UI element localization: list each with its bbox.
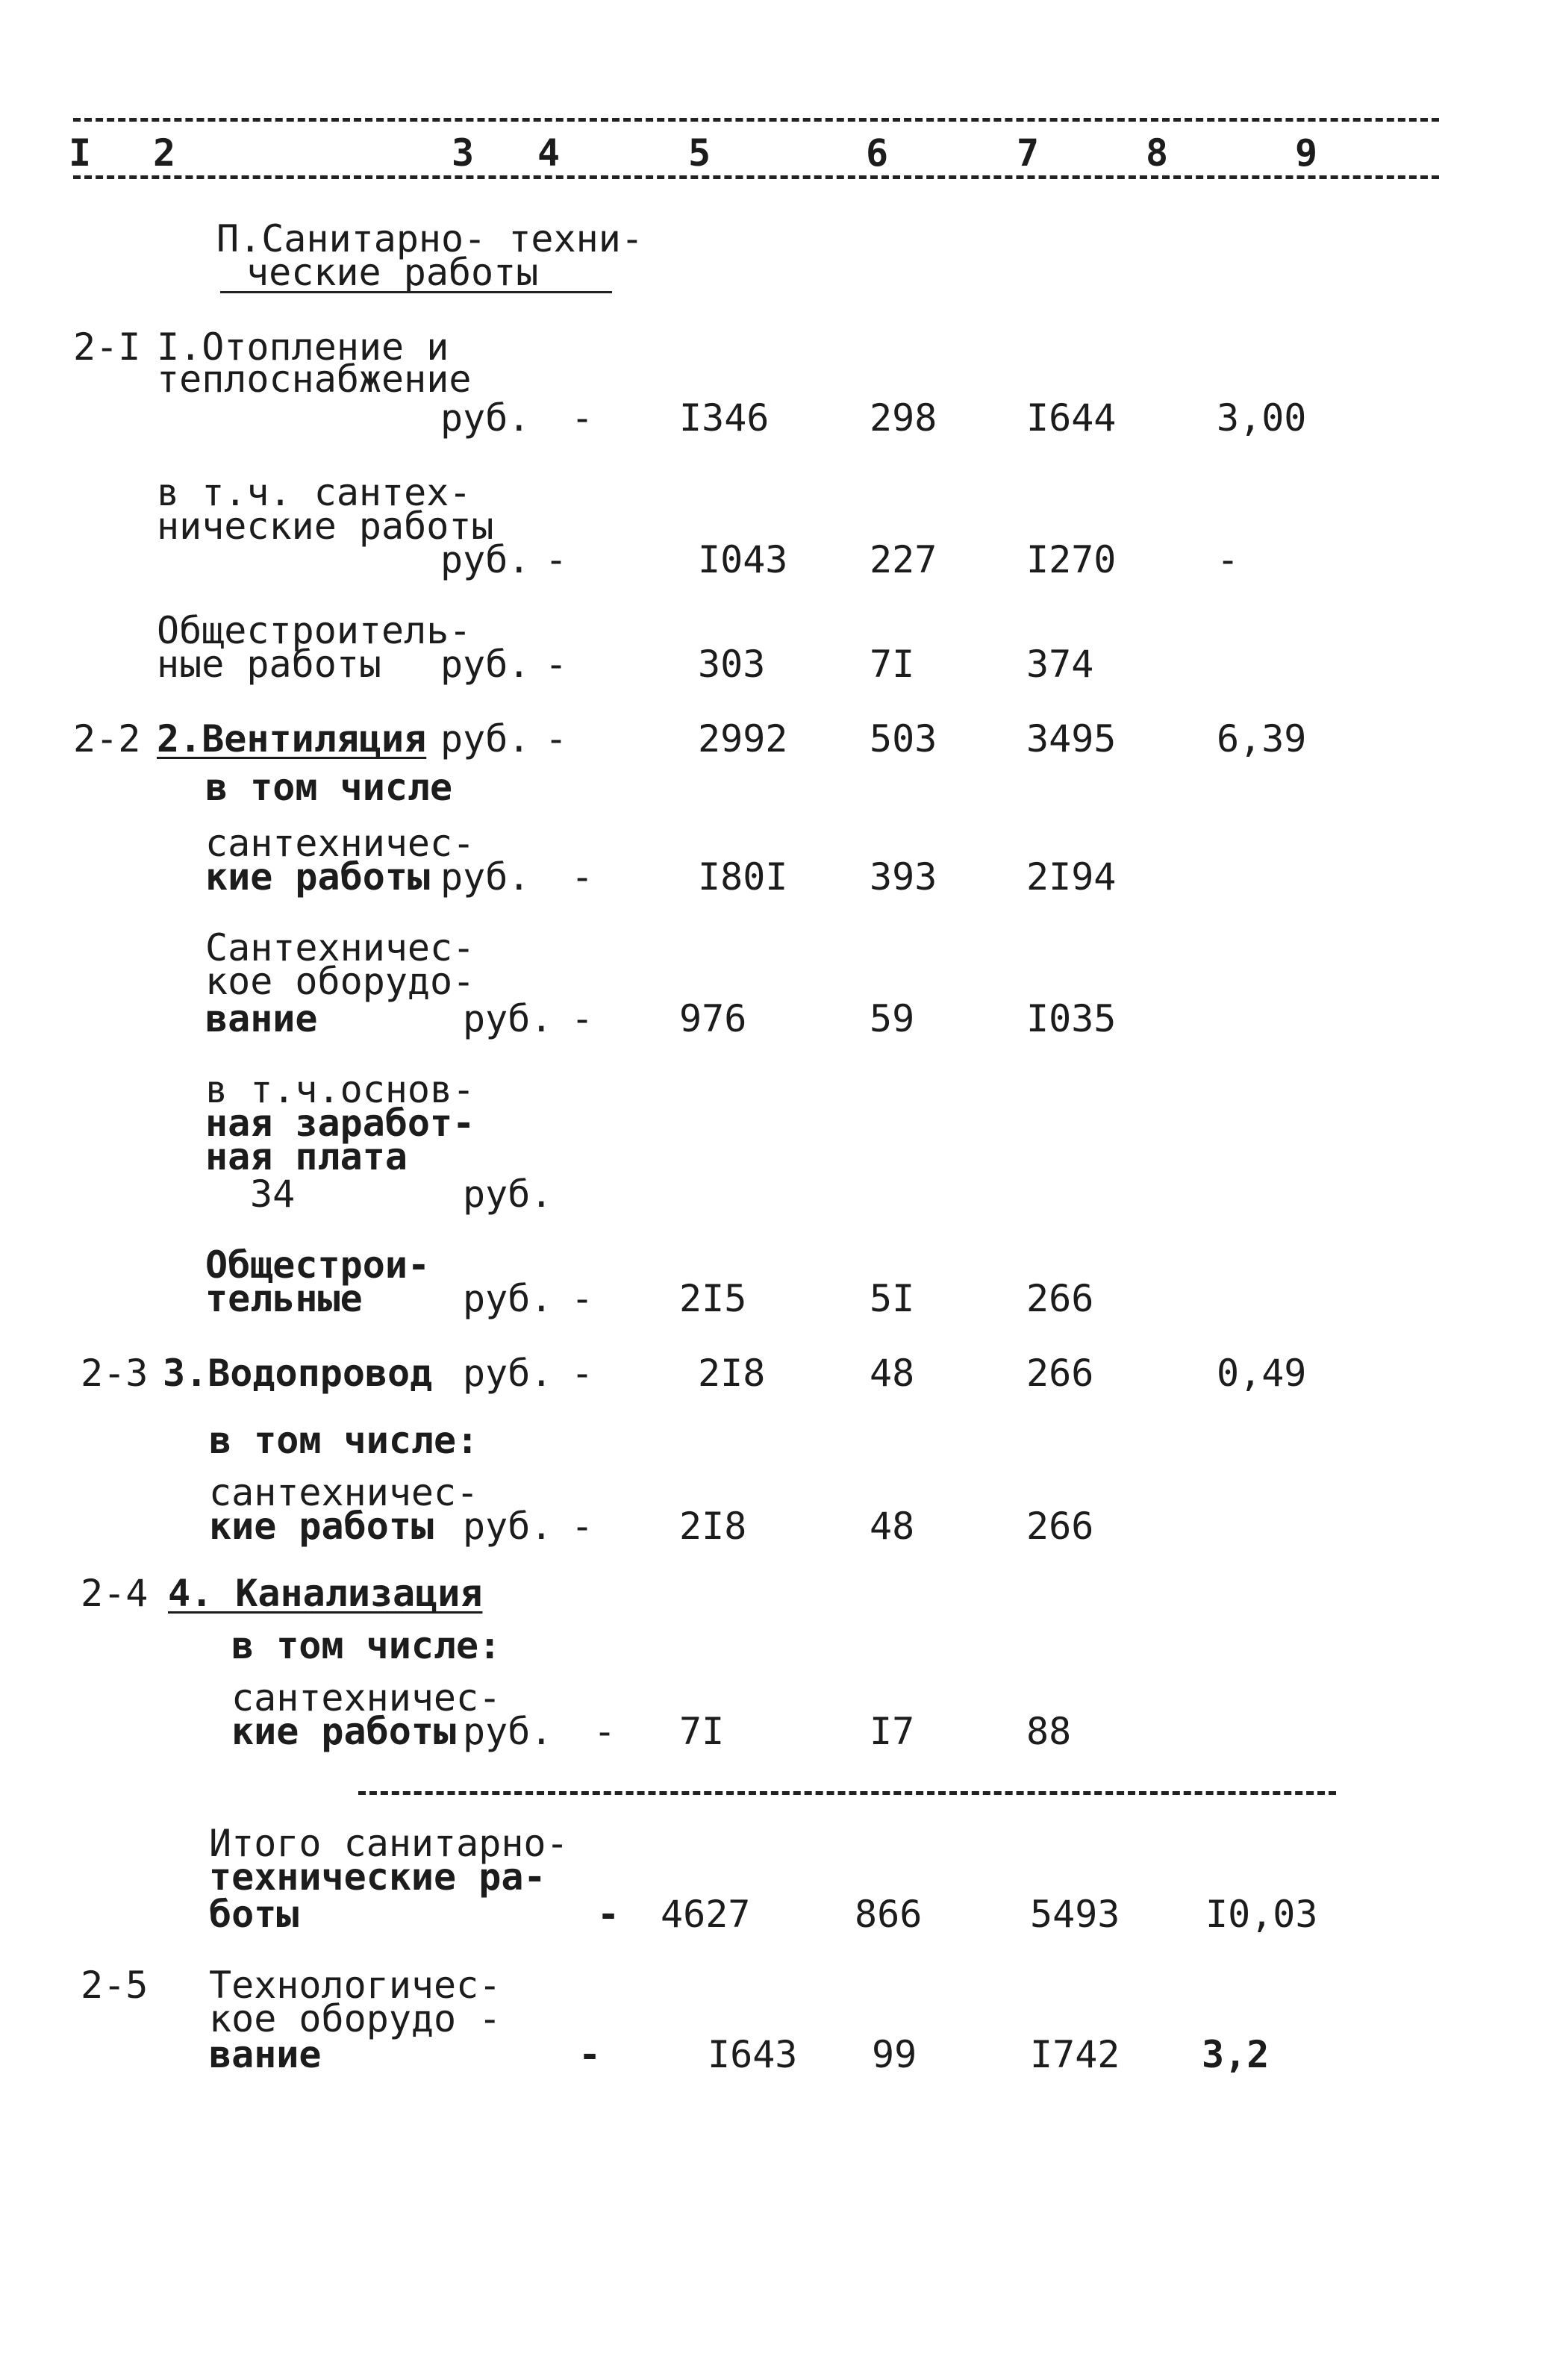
row-dash: - [571, 997, 594, 1040]
cell-col5: I643 [708, 2033, 798, 2076]
cell-col7: I270 [1026, 538, 1117, 581]
cell-col6: 59 [870, 997, 915, 1040]
row-code: 2-5 [81, 1964, 149, 2007]
row-dash: - [593, 1710, 617, 1753]
cell-col7: I742 [1030, 2033, 1120, 2076]
section-title-line2: ческие работы [246, 251, 539, 294]
cell-col5: 7I [679, 1710, 725, 1753]
row-dash: - [545, 717, 568, 760]
totals-separator-rule [358, 1791, 1336, 1795]
row-label-line: вание [209, 2033, 322, 2076]
row-dash: - [545, 538, 568, 581]
row-label-line: Сантехничес- [205, 926, 475, 969]
column-number-3: 3 [452, 131, 475, 175]
cell-col7: 374 [1026, 643, 1094, 686]
cell-col7: 88 [1026, 1710, 1072, 1753]
column-number-8: 8 [1146, 131, 1169, 175]
row-dash: - [578, 2033, 602, 2076]
row-label-line: вание [205, 997, 318, 1040]
column-number-1: I [69, 131, 92, 175]
row-label-line: ная плата [205, 1135, 408, 1178]
row-label-line: боты [209, 1893, 299, 1936]
row-dash: - [571, 1352, 594, 1395]
row-label-line: Технологичес- [209, 1964, 502, 2007]
row-label-line: кие работы [231, 1710, 457, 1753]
row-code: 2-I [73, 325, 141, 369]
column-number-6: 6 [866, 131, 889, 175]
row-label-line: кое оборудо- [205, 960, 475, 1003]
cell-col7: 266 [1026, 1277, 1094, 1320]
row-label-line: в т.ч. сантех- [157, 471, 472, 514]
cell-col7: I035 [1026, 997, 1117, 1040]
cell-col9: 6,39 [1217, 717, 1307, 760]
cell-col5: 2I8 [698, 1352, 766, 1395]
column-number-2: 2 [153, 131, 176, 175]
header-bottom-rule [73, 175, 1439, 179]
cell-col5: 2I8 [679, 1505, 747, 1548]
row-label-line: ная заработ- [205, 1102, 475, 1145]
row-unit: руб. [463, 1710, 553, 1753]
cell-col9: I0,03 [1205, 1893, 1318, 1936]
cell-col9: 0,49 [1217, 1352, 1307, 1395]
section-title-line1: П.Санитарно- техни- [216, 217, 643, 260]
cell-col6: 393 [870, 855, 937, 899]
row-label-line: в т.ч.основ- [205, 1068, 475, 1111]
row-label-line: тельные [205, 1277, 363, 1320]
column-number-7: 7 [1017, 131, 1040, 175]
header-top-rule [73, 118, 1439, 122]
cell-col5: I80I [698, 855, 788, 899]
row-label-line: в том числе [205, 766, 453, 809]
row-label-line: кие работы [209, 1505, 434, 1548]
cell-col5: 4627 [661, 1893, 751, 1936]
cell-col6: 298 [870, 396, 937, 440]
row-unit: руб. [463, 997, 553, 1040]
row-label-line: 2.Вентиляция [157, 717, 427, 760]
cell-col7: 5493 [1030, 1893, 1120, 1936]
section-title-underline [220, 291, 612, 293]
row-label-line: Общестроитель- [157, 609, 472, 652]
cell-col6: I7 [870, 1710, 915, 1753]
cell-col5: I043 [698, 538, 788, 581]
row-unit: руб. [440, 538, 531, 581]
row-label-line: сантехничес- [205, 822, 475, 865]
cell-col7: 266 [1026, 1352, 1094, 1395]
column-number-4: 4 [537, 131, 561, 175]
row-label-line: Общестрои- [205, 1243, 431, 1287]
row-amount: 34 [250, 1172, 296, 1216]
cell-col5: 976 [679, 997, 747, 1040]
row-dash: - [571, 396, 594, 440]
row-label-line: теплоснабжение [157, 357, 472, 401]
row-unit: руб. [440, 855, 531, 899]
row-dash: - [597, 1893, 620, 1936]
cell-col6: 5I [870, 1277, 915, 1320]
cell-col7: 266 [1026, 1505, 1094, 1548]
cell-col6: 503 [870, 717, 937, 760]
cell-col7: 2I94 [1026, 855, 1117, 899]
row-unit: руб. [440, 643, 531, 686]
row-unit: руб. [463, 1352, 553, 1395]
row-label-line: Итого санитарно- [209, 1822, 569, 1865]
cell-col9: - [1217, 538, 1240, 581]
row-label-line: в том числе: [209, 1419, 479, 1462]
column-number-9: 9 [1295, 131, 1318, 175]
cell-col5: I346 [679, 396, 770, 440]
row-unit: руб. [463, 1172, 553, 1216]
row-label-line: 3.Водопровод [163, 1352, 433, 1395]
row-dash: - [545, 643, 568, 686]
row-unit: руб. [463, 1505, 553, 1548]
row-label-line: нические работы [157, 505, 494, 548]
row-dash: - [571, 1277, 594, 1320]
row-label-line: кое оборудо - [209, 1997, 502, 2040]
cell-col5: 2I5 [679, 1277, 747, 1320]
row-label-line: технические ра- [209, 1855, 546, 1899]
row-label-line: ные работы [157, 643, 382, 686]
cell-col7: I644 [1026, 396, 1117, 440]
row-unit: руб. [440, 396, 531, 440]
cell-col6: 866 [855, 1893, 923, 1936]
cell-col7: 3495 [1026, 717, 1117, 760]
row-unit: руб. [440, 717, 531, 760]
cell-col6: 48 [870, 1352, 915, 1395]
row-code: 2-2 [73, 717, 141, 760]
row-dash: - [571, 855, 594, 899]
row-label-line: сантехничес- [231, 1676, 502, 1720]
row-label-line: I.Отопление и [157, 325, 449, 369]
cell-col6: 7I [870, 643, 915, 686]
row-label-line: в том числе: [231, 1624, 502, 1667]
cell-col5: 2992 [698, 717, 788, 760]
row-label-line: кие работы [205, 855, 431, 899]
cell-col5: 303 [698, 643, 766, 686]
cell-col6: 48 [870, 1505, 915, 1548]
column-number-5: 5 [688, 131, 711, 175]
cell-col6: 227 [870, 538, 937, 581]
cell-col6: 99 [872, 2033, 917, 2076]
row-code: 2-4 [81, 1572, 149, 1615]
row-label-line: 4. Канализация [168, 1572, 483, 1615]
row-dash: - [571, 1505, 594, 1548]
cell-col9: 3,2 [1202, 2033, 1270, 2076]
row-unit: руб. [463, 1277, 553, 1320]
row-code: 2-3 [81, 1352, 149, 1395]
cell-col9: 3,00 [1217, 396, 1307, 440]
row-label-line: сантехничес- [209, 1471, 479, 1514]
